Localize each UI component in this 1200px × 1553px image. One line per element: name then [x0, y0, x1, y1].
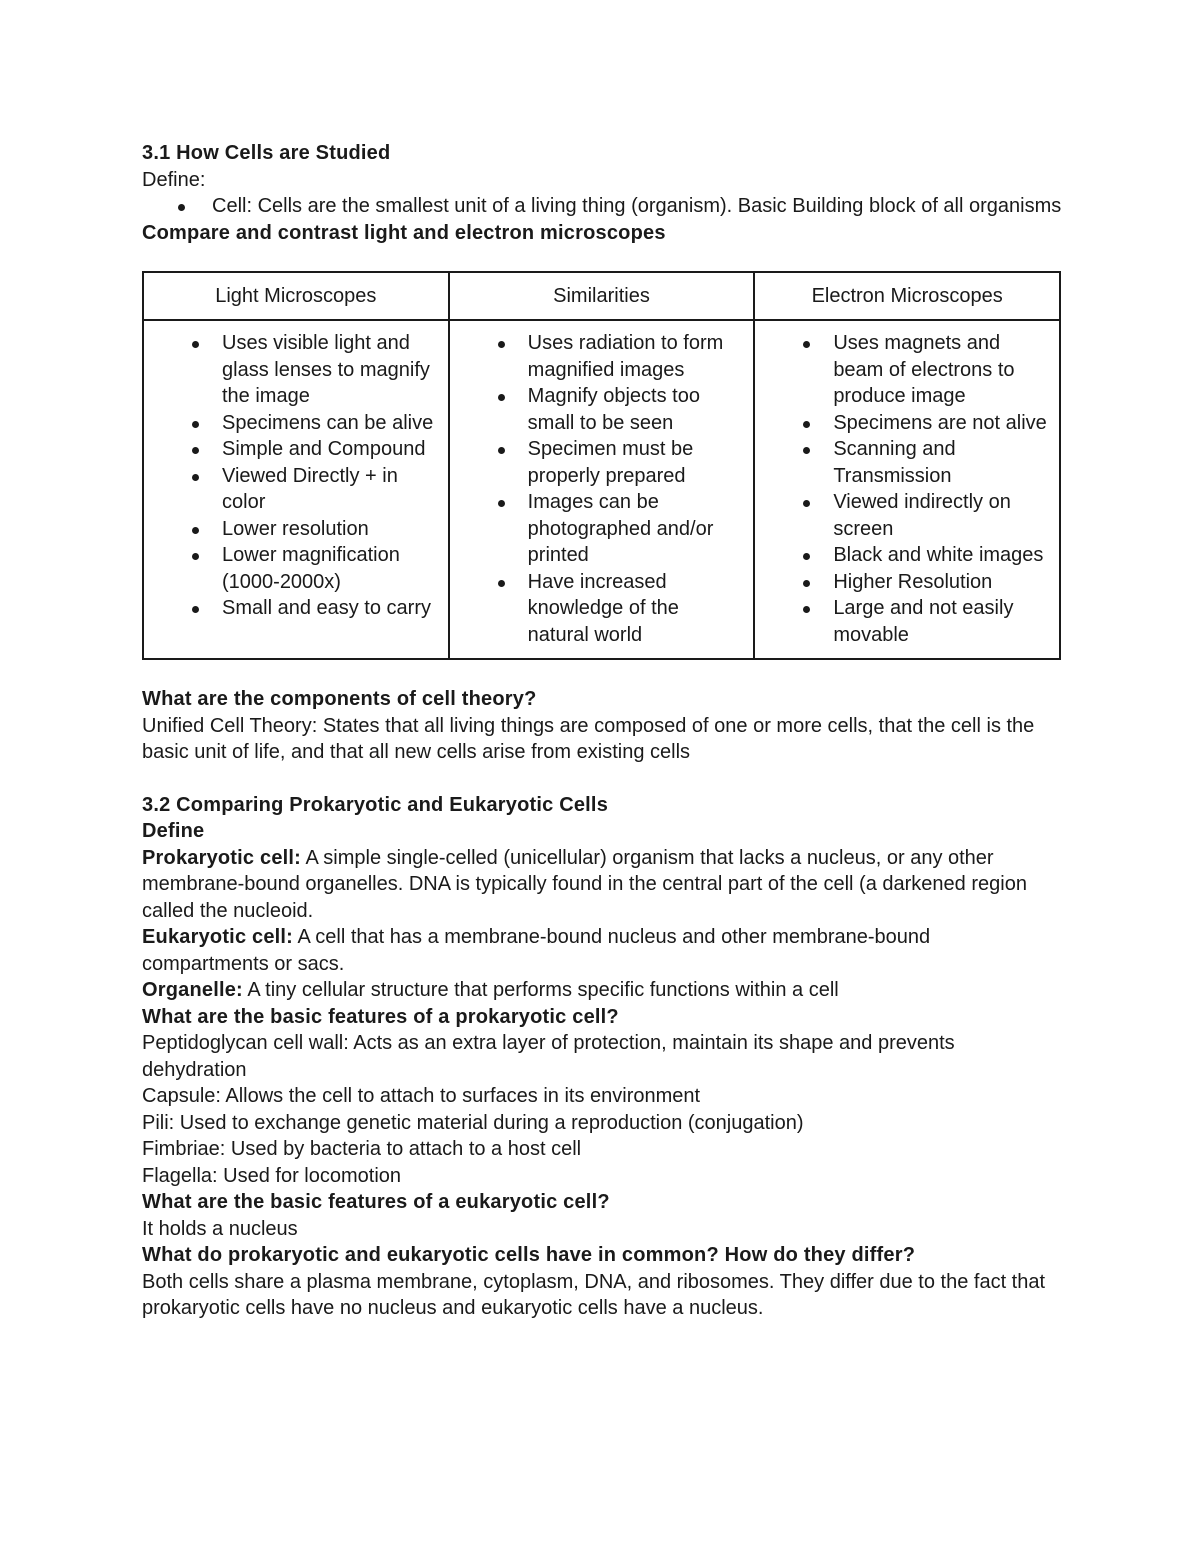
common-question: What do prokaryotic and eukaryotic cells have in common? How do they differ?: [142, 1244, 916, 1266]
bullet-icon: [803, 341, 810, 348]
eukaryotic-features-question: What are the basic features of a eukaryotic cell?: [142, 1191, 610, 1213]
bullet-icon: [192, 447, 199, 454]
bullet-icon: [498, 500, 505, 507]
section-2-heading: 3.2 Comparing Prokaryotic and Eukaryotic Cells: [142, 793, 609, 816]
bullet-icon: [498, 394, 505, 401]
table-header-light: Light Microscopes: [143, 272, 449, 320]
eukaryotic-definition: Eukaryotic cell: A cell that has a membrane-bound nucleus and other membrane-bound compartments or sacs.: [142, 926, 931, 975]
bullet-icon: [192, 553, 199, 560]
bullet-icon: [192, 606, 199, 613]
define-label: Define:: [142, 168, 206, 191]
spacer: [142, 766, 1062, 792]
list-item: Lower resolution: [152, 516, 440, 543]
list-item: Viewed Directly + in color: [152, 463, 440, 516]
bullet-icon: [803, 500, 810, 507]
list-item: Uses magnets and beam of electrons to produce image: [763, 330, 1051, 410]
table-row: [143, 320, 1060, 659]
prokaryotic-feature: Fimbriae: Used by bacteria to attach to a host cell: [142, 1138, 582, 1160]
list-item: Higher Resolution: [763, 569, 1051, 596]
bullet-icon: [192, 474, 199, 481]
table-cell-electron: [754, 320, 1060, 659]
prokaryotic-features-question: What are the basic features of a prokaryotic cell?: [142, 1005, 619, 1028]
list-item: Simple and Compound: [152, 436, 440, 463]
list-item: Specimens are not alive: [763, 410, 1051, 437]
list-item: Have increased knowledge of the natural world: [458, 569, 746, 649]
list-item: Lower magnification (1000-2000x): [152, 542, 440, 595]
list-item: Magnify objects too small to be seen: [458, 383, 746, 436]
bullet-icon: [498, 580, 505, 587]
list-item: Cell: Cells are the smallest unit of a living thing (organism). Basic Building block of all organisms: [142, 193, 1062, 220]
bullet-icon: [498, 341, 505, 348]
light-list: [152, 330, 440, 622]
bullet-icon: [192, 421, 199, 428]
prokaryotic-feature: Flagella: Used for locomotion: [142, 1164, 402, 1187]
define-list: [142, 193, 1062, 220]
table-header-similarities: Similarities: [449, 272, 755, 320]
bullet-icon: [803, 553, 810, 560]
list-item: Images can be photographed and/or printed: [458, 489, 746, 569]
cell-theory-answer: Unified Cell Theory: States that all living things are composed of one or more cells, that the cell is the basic unit of life, and that all new cells arise from existing cells: [142, 714, 1035, 763]
list-item: Black and white images: [763, 542, 1051, 569]
bullet-icon: [803, 580, 810, 587]
list-item: Specimen must be properly prepared: [458, 436, 746, 489]
table-header-electron: Electron Microscopes: [754, 272, 1060, 320]
microscope-comparison-table: [142, 271, 1061, 660]
organelle-definition: Organelle: A tiny cellular structure that performs specific functions within a cell: [142, 979, 839, 1001]
similarities-list: [458, 330, 746, 648]
bullet-icon: [803, 447, 810, 454]
list-item: Specimens can be alive: [152, 410, 440, 437]
bullet-icon: [498, 447, 505, 454]
bullet-icon: [192, 527, 199, 534]
section-1-heading: 3.1 How Cells are Studied: [142, 142, 391, 164]
eukaryotic-features-answer: It holds a nucleus: [142, 1217, 298, 1240]
electron-list: [763, 330, 1051, 648]
list-item: Scanning and Transmission: [763, 436, 1051, 489]
prokaryotic-definition: Prokaryotic cell: A simple single-celled (unicellular) organism that lacks a nucleus, or any other membrane-bound organelles. DNA is typically found in the central part of the cell (a darkened region called the nucleoid.: [142, 846, 1027, 922]
list-item: Viewed indirectly on screen: [763, 489, 1051, 542]
table-cell-similarities: [449, 320, 755, 659]
bullet-icon: [178, 204, 185, 211]
cell-theory-question: What are the components of cell theory?: [142, 688, 537, 710]
prokaryotic-feature: Capsule: Allows the cell to attach to surfaces in its environment: [142, 1085, 701, 1107]
document-page: [142, 140, 1062, 1322]
compare-heading: Compare and contrast light and electron microscopes: [142, 221, 666, 244]
table-cell-light: [143, 320, 449, 659]
list-item: Uses visible light and glass lenses to magnify the image: [152, 330, 440, 410]
list-item: Large and not easily movable: [763, 595, 1051, 648]
list-item: Uses radiation to form magnified images: [458, 330, 746, 383]
bullet-icon: [803, 606, 810, 613]
table-header-row: [143, 272, 1060, 320]
bullet-icon: [192, 341, 199, 348]
bullet-icon: [803, 421, 810, 428]
prokaryotic-feature: Peptidoglycan cell wall: Acts as an extra layer of protection, maintain its shape and prevents dehydration: [142, 1032, 955, 1081]
common-answer: Both cells share a plasma membrane, cytoplasm, DNA, and ribosomes. They differ due to the fact that prokaryotic cells have no nucleus and eukaryotic cells have a nucleus.: [142, 1270, 1046, 1319]
prokaryotic-feature: Pili: Used to exchange genetic material during a reproduction (conjugation): [142, 1111, 804, 1134]
list-item: Small and easy to carry: [152, 595, 440, 622]
define-label-2: Define: [142, 820, 205, 842]
